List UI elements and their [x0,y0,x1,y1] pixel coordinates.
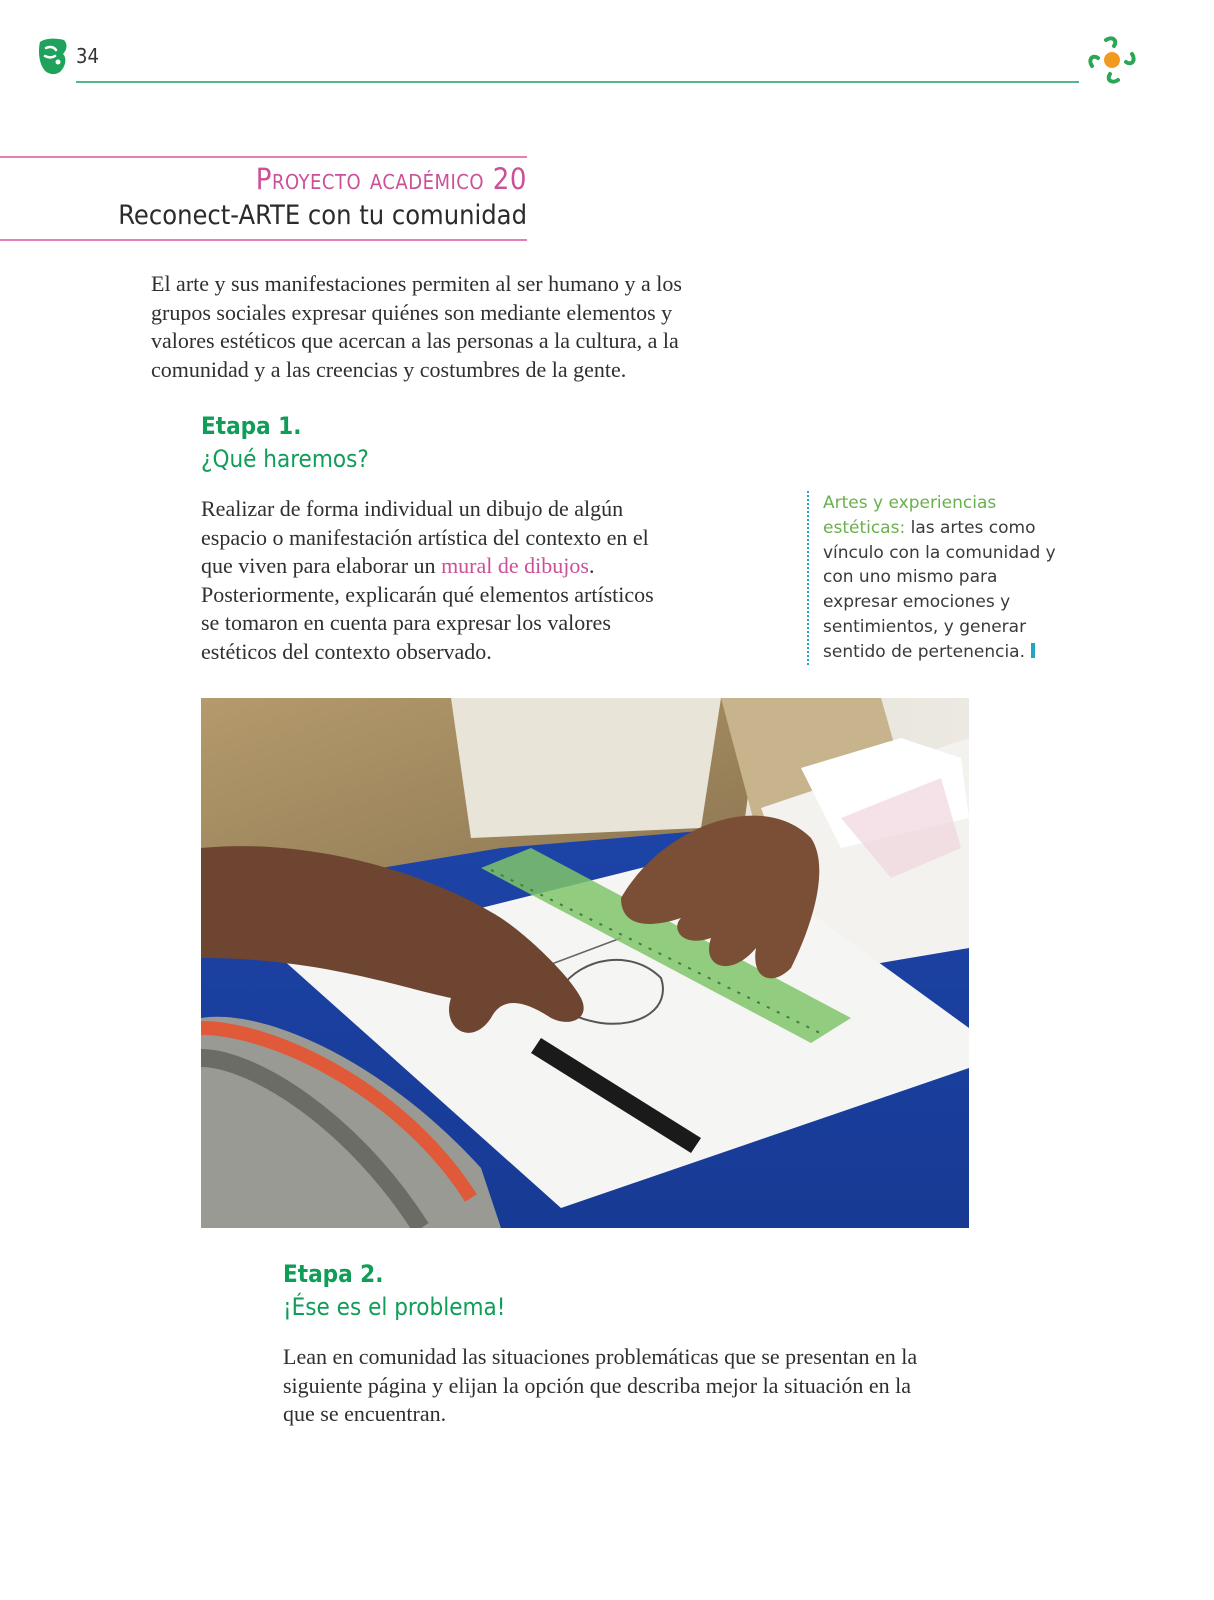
stage1-text-before: Realizar de forma individual un dibujo de algún espacio o manifestación artística del contexto en el que viven para elaborar un [201,496,649,579]
sidebar-definition: las artes como vínculo con la comunidad y con uno mismo para expresar emociones y sentimientos, y generar sentido de pertenencia. [823,517,1056,662]
stage2-paragraph: Lean en comunidad las situaciones problemáticas que se presentan en la siguiente página y elijan la opción que describa mejor la situación en la que se encuentran. [283,1344,918,1427]
mural-link[interactable]: mural de dibujos [441,553,589,579]
stage2-heading [283,1258,505,1324]
intro-paragraph: El arte y sus manifestaciones permiten al ser humano y a los grupos sociales expresar quiénes son mediante elementos y valores estéticos que acercan a las personas a la cultura, a la comunidad y a las creencias y costumbres de la gente. [151,271,682,382]
header-rule [76,81,1079,83]
project-title: Reconect-ARTE con tu comunidad [118,200,527,231]
stage2-number: Etapa 2. [283,1260,384,1288]
orange-sun-swirl-emblem-icon [1086,34,1138,86]
stage2-question: ¡Ése es el problema! [283,1293,506,1321]
stage1-question: ¿Qué haremos? [201,445,369,473]
student-drawing-with-ruler-photo [201,698,969,1228]
green-leaf-mask-icon [36,36,70,76]
page-number: 34 [76,44,99,68]
note-end-mark [1031,643,1035,658]
project-rule-bottom [0,239,527,241]
project-rule-top [0,156,527,158]
stage1-number: Etapa 1. [201,412,302,440]
sidebar-term: Artes y experiencias estéticas: [823,493,997,538]
stage1-heading [201,410,369,476]
project-label: Proyecto académico 20 [255,162,527,196]
sidebar-note [807,491,1063,665]
stage1-text-after: . Posteriormente, explicarán qué elementos artísticos se tomaron en cuenta para expresar los valores estéticos del contexto observado. [201,553,654,664]
stage1-paragraph [201,495,671,667]
